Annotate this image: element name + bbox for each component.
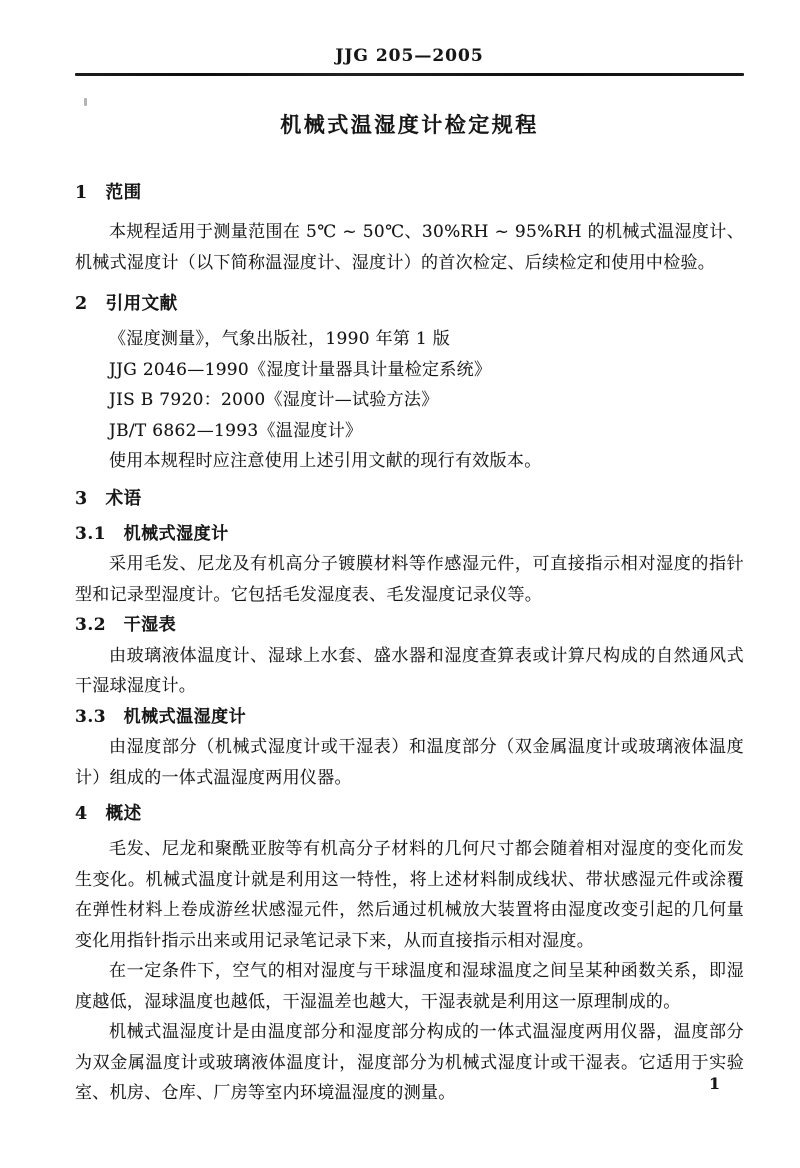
term-definition: 采用毛发、尼龙及有机高分子镀膜材料等作感湿元件，可直接指示相对湿度的指针型和记录型湿度计。它包括毛发湿度表、毛发湿度记录仪等。	[75, 554, 744, 605]
section-heading-references: 2 引用文献	[75, 294, 178, 314]
section-terms	[75, 484, 744, 794]
section-scope	[75, 178, 744, 278]
term-heading-mechanical-thermohygrometer: 3.3 机械式温湿度计	[75, 706, 247, 727]
term-definition: 由湿度部分（机械式湿度计或干湿表）和温度部分（双金属温度计或玻璃液体温度计）组成的一体式温湿度两用仪器。	[75, 737, 744, 788]
reference-note: 使用本规程时应注意使用上述引用文献的现行有效版本。	[109, 451, 542, 471]
reference-item: JJG 2046—1990《湿度计量器具计量检定系统》	[109, 359, 492, 380]
reference-item: 《湿度测量》，气象出版社，1990 年第 1 版	[109, 329, 450, 349]
section-heading-terms: 3 术语	[75, 488, 142, 509]
reference-item: JIS B 7920：2000《湿度计—试验方法》	[109, 390, 439, 410]
section-heading-scope: 1 范围	[75, 183, 142, 203]
overview-paragraph: 机械式温湿度计是由温度部分和湿度部分构成的一体式温湿度两用仪器，温度部分为双金属温度计或玻璃液体温度计，湿度部分为机械式湿度计或干湿表。它适用于实验室、机房、仓库、厂房等室内环境温湿度的测量。	[75, 1022, 744, 1103]
overview-paragraph: 在一定条件下，空气的相对湿度与干球温度和湿球温度之间呈某种函数关系，即湿度越低，湿球温度也越低，干湿温差也越大，干湿表就是利用这一原理制成的。	[75, 961, 744, 1012]
section-heading-overview: 4 概述	[75, 804, 142, 824]
standard-number-header: JJG 205—2005	[335, 46, 484, 66]
scan-artifact-mark	[84, 98, 87, 106]
term-heading-psychrometer: 3.2 干湿表	[75, 615, 177, 635]
page-number: 1	[709, 1074, 721, 1093]
term-heading-mechanical-hygrometer: 3.1 机械式湿度计	[75, 523, 229, 544]
document-title: 机械式温湿度计检定规程	[280, 112, 539, 137]
term-definition: 由玻璃液体温度计、湿球上水套、盛水器和湿度查算表或计算尺构成的自然通风式干湿球湿度计。	[75, 645, 744, 696]
section-overview	[75, 799, 744, 1109]
reference-item: JB/T 6862—1993《温湿度计》	[109, 420, 363, 441]
header-rule	[75, 73, 744, 76]
section-references	[75, 289, 744, 477]
scope-paragraph: 本规程适用于测量范围在 5℃ ~ 50℃、30%RH ~ 95%RH 的机械式温湿度计、机械式湿度计（以下简称温湿度计、湿度计）的首次检定、后续检定和使用中检验。	[75, 222, 744, 273]
overview-paragraph: 毛发、尼龙和聚酰亚胺等有机高分子材料的几何尺寸都会随着相对湿度的变化而发生变化。机械式温度计就是利用这一特性，将上述材料制成线状、带状感湿元件或涂覆在弹性材料上卷成游丝状感湿元件，然后通过机械放大装置将由湿度改变引起的几何量变化用指针指示出来或用记录笔记录下来，从而直接指示相对湿度。	[75, 839, 744, 951]
